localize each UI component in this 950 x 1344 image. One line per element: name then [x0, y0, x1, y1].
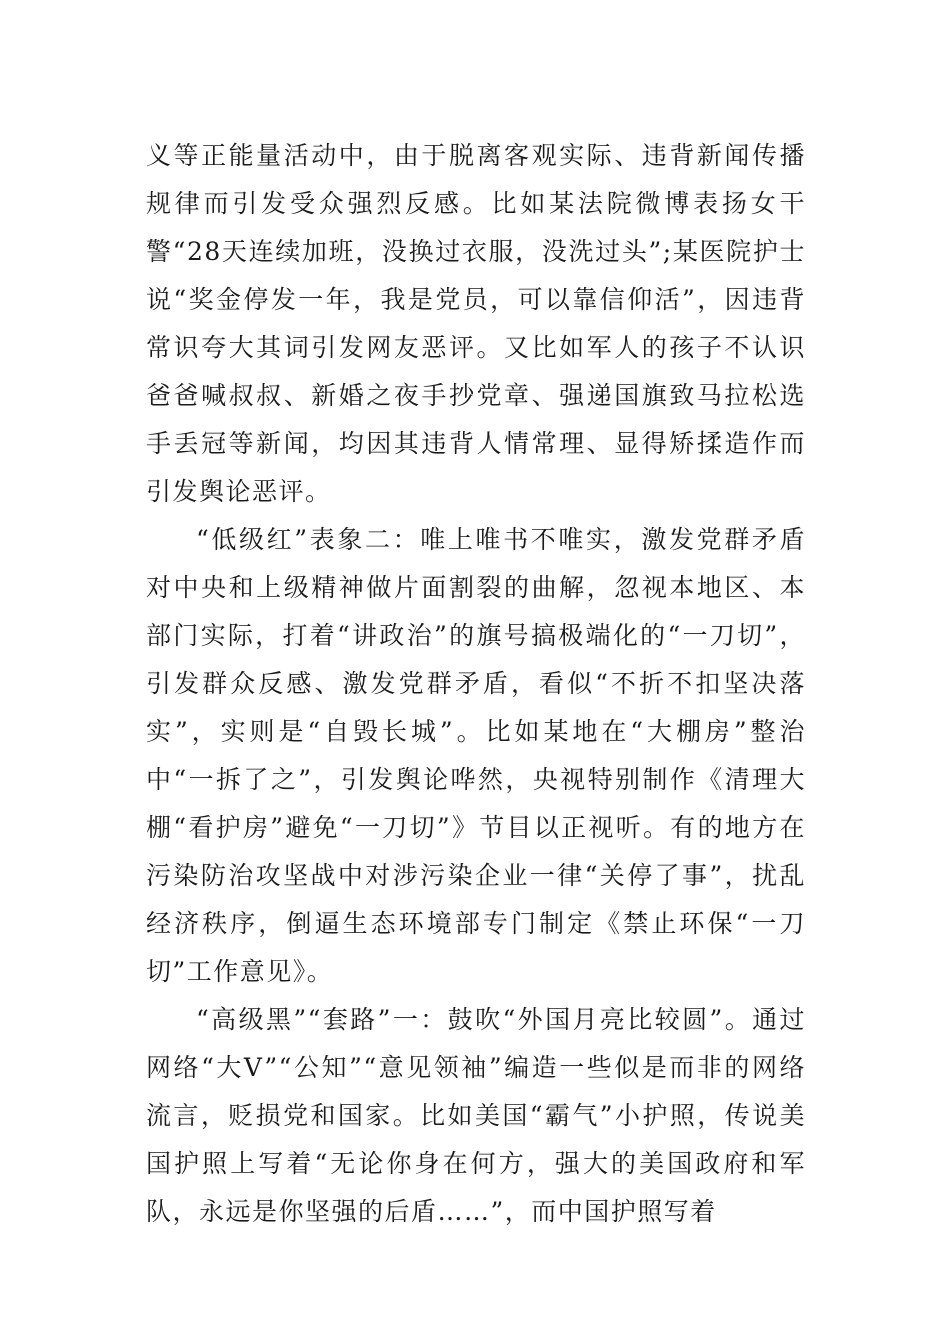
paragraph-3: “高级黑”“套路”一：鼓吹“外国月亮比较圆”。通过网络“大V”“公知”“意见领袖”编造一些似是而非的网络流言，贬损党和国家。比如美国“霸气”小护照，传说美国护照上写着“无论你身在何方，强大的美国政府和军队，永远是你坚强的后盾……”，而中国护照写着	[146, 1005, 806, 1226]
paragraph-2: “低级红”表象二：唯上唯书不唯实，激发党群矛盾对中央和上级精神做片面割裂的曲解，忽视本地区、本部门实际，打着“讲政治”的旗号搞极端化的“一刀切”，引发群众反感、激发党群矛盾，看似“不折不扣坚决落实”，实则是“自毁长城”。比如某地在“大棚房”整治中“一拆了之”，引发舆论哗然，央视特别制作《清理大棚“看护房”避免“一刀切”》节目以正视听。有的地方在污染防治攻坚战中对涉污染企业一律“关停了事”，扰乱经济秩序，倒逼生态环境部专门制定《禁止环保“一刀切”工作意见》。	[146, 525, 806, 986]
paragraph-1: 义等正能量活动中，由于脱离客观实际、违背新闻传播规律而引发受众强烈反感。比如某法院微博表扬女干警“28天连续加班，没换过衣服，没洗过头”;某医院护士说“奖金停发一年，我是党员，可以靠信仰活”，因违背常识夸大其词引发网友恶评。又比如军人的孩子不认识爸爸喊叔叔、新婚之夜手抄党章、强递国旗致马拉松选手丢冠等新闻，均因其违背人情常理、显得矫揉造作而引发舆论恶评。	[146, 141, 806, 506]
document-body	[146, 132, 806, 1236]
